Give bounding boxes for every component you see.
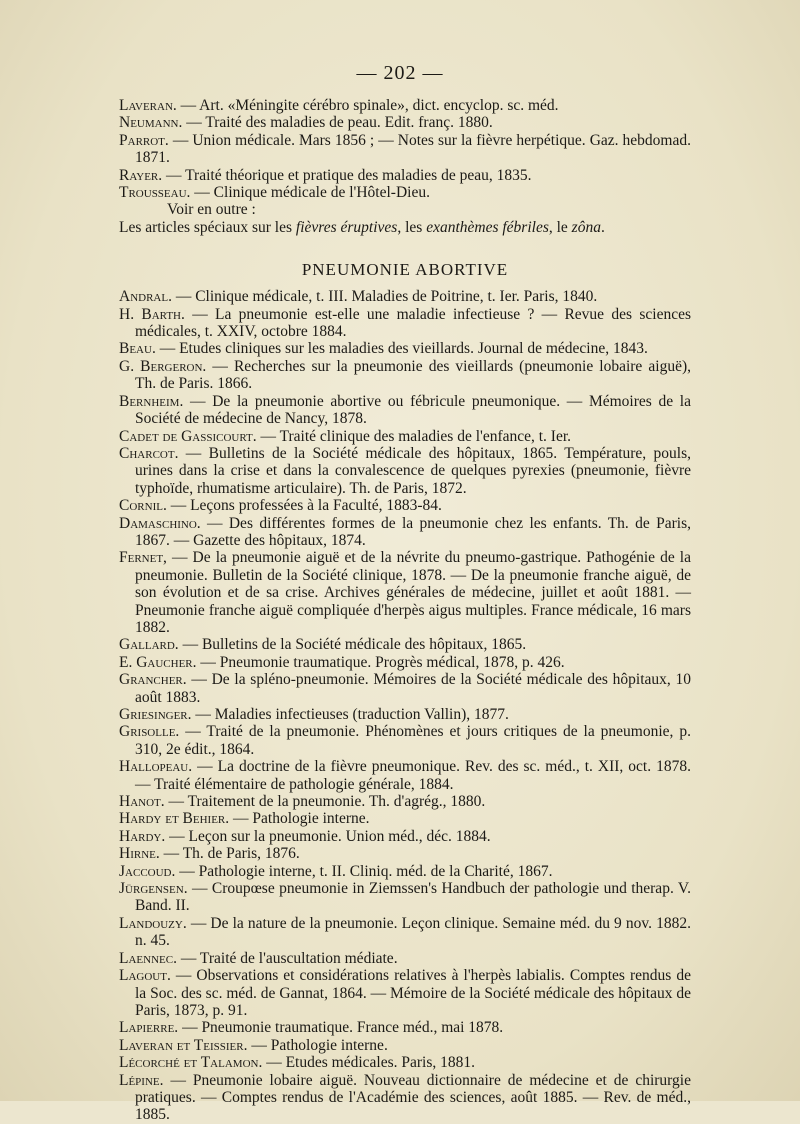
bibliography-entry [119,1037,691,1054]
entry-text: — Des différentes formes de la pneumonie chez les enfants. Th. de Paris, 1867. — Gazette des hôpitaux, 1874. [135,514,691,549]
entry-author: Lécorché et Talamon. [119,1054,263,1072]
articles-text: . [600,218,605,236]
bibliography-entry [119,793,691,810]
entry-text: — Recherches sur la pneumonie des vieillards (pneumonie lobaire aiguë), Th. de Paris. 1866. [135,357,691,393]
entry-text: — Maladies infectieuses (traduction Vallin), 1877. [191,706,509,723]
entry-author: Grancher. [119,671,187,689]
bibliography-entry [119,1054,691,1071]
page-number: — 202 — [356,62,444,84]
entry-author: G. Bergeron. [119,357,207,375]
bibliography-entry [119,863,691,880]
bibliography-entry [119,114,691,131]
articles-emphasis: zôna [571,218,601,236]
entry-text: — Traité de la pneumonie. Phénomènes et jours critiques de la pneumonie, p. 310, 2e édit., 1864. [135,723,691,758]
bibliography-entry [119,497,691,514]
entry-text: — Traité de l'auscultation médiate. [176,949,398,967]
bibliography-entry [119,132,691,167]
entry-text: — Union médicale. Mars 1856 ; — Notes sur la fièvre herpétique. Gaz. hebdomad. 1871. [135,131,691,167]
entry-author: Cadet de Gassicourt. [119,427,257,445]
entry-author: Trousseau. [119,184,191,202]
bibliography-entry [119,1019,691,1036]
entry-author: Hallopeau. [119,758,193,776]
entry-author: Rayer. [119,166,163,184]
bibliography-entry [119,306,691,341]
entry-author: Laveran. [119,97,177,114]
entry-author: Hanot. [119,793,165,811]
entry-text: — Traité des maladies de peau. Edit. franç. 1880. [182,114,493,132]
bibliography-entry [119,915,691,950]
bibliography-entry [119,950,691,967]
bibliography-entry [119,445,691,497]
entry-text: — Clinique médicale de l'Hôtel-Dieu. [190,184,430,202]
entry-text: — Croupœse pneumonie in Ziemssen's Handbuch der pathologie und therap. V. Band. II. [135,880,691,915]
bibliography-entry [119,428,691,445]
bibliography-entry [119,167,691,184]
entry-author: Andral. [119,288,172,306]
bibliography-entry [119,967,691,1019]
articles-emphasis: fièvres éruptives [295,218,398,236]
bibliography-entry [119,845,691,862]
bibliography-entry [119,880,691,915]
entry-author: Lépine. [119,1071,164,1089]
entry-author: Lapierre. [119,1019,179,1037]
entry-text: — La doctrine de la fièvre pneumonique. Rev. des sc. méd., t. XII, oct. 1878. — Traité élémentaire de pathologie générale, 1884. [135,758,691,793]
entry-author: Laennec. [119,949,177,967]
bibliography [119,97,691,1124]
entry-author: Griesinger. [119,706,192,723]
entry-text: — Pneumonie lobaire aiguë. Nouveau dictionnaire de médecine et de chirurgie pratiques. — Comptes rendus de l'Académie des sciences, août 1885. — Rev. de méd., 1885. [135,1071,691,1124]
entry-author: Charcot. [119,444,179,462]
entry-author: Bernheim. [119,392,184,410]
entry-list [119,288,691,1124]
bibliography-entry [119,828,691,845]
entry-author: Damaschino. [119,514,201,532]
entry-author: Jaccoud. [119,862,176,880]
entry-text: — Pathologie interne. [229,810,370,828]
entry-author: Hirne. [119,845,160,863]
entry-text: — Pneumonie traumatique. Progrès médical, 1878, p. 426. [196,653,565,671]
entry-author: Lagout. [119,967,171,985]
entry-text: — Bulletins de la Société médicale des hôpitaux, 1865. Température, pouls, urines dans la crise et dans la convalescence de quelques pyrexies (pneumonie, fièvre typhoïde, rhumatisme articulaire). Th. de Paris, 1872. [135,444,691,497]
bibliography-entry [119,515,691,550]
entry-text: — Pneumonie traumatique. France méd., mai 1878. [178,1019,504,1037]
entry-text: — La pneumonie est-elle une maladie infectieuse ? — Revue des sciences médicales, t. XXIV, octobre 1884. [135,305,691,341]
entry-author: Parrot. [119,131,169,149]
entry-author: Landouzy. [119,914,187,932]
bibliography-entry [119,549,691,636]
entry-text: — Etudes médicales. Paris, 1881. [262,1054,475,1072]
entry-author: Neumann. [119,114,183,132]
entry-text: — Leçons professées à la Faculté, 1883-84. [166,497,442,515]
entry-text: — Art. «Méningite cérébro spinale», dict. encyclop. sc. méd. [176,97,559,114]
entry-text: — Traitement de la pneumonie. Th. d'agrég., 1880. [164,793,486,811]
entry-author: Cornil. [119,497,167,515]
entry-author: Hardy. [119,827,166,845]
section-title: PNEUMONIE ABORTIVE [301,260,509,280]
bibliography-entry [119,393,691,428]
entry-author: Jürgensen. [119,880,188,898]
bibliography-entry [119,288,691,305]
entry-text: — Th. de Paris, 1876. [159,845,300,863]
voir-en-outre: Voir en outre : [167,201,256,219]
entry-author: Gallard. [119,636,179,654]
entry-text: — Clinique médicale, t. III. Maladies de Poitrine, t. Ier. Paris, 1840. [171,288,598,306]
bibliography-entry [119,340,691,357]
entry-author: Laveran et Teissier. [119,1036,248,1054]
bibliography-entry [119,723,691,758]
bibliography-entry [119,671,691,706]
entry-author: Hardy et Behier. [119,810,230,828]
articles-emphasis: exanthèmes fébriles [426,218,549,236]
top-entry-list [119,97,691,201]
bibliography-entry [119,1072,691,1124]
entry-author: E. Gaucher. [119,653,197,671]
articles-text: , le [548,218,572,236]
bibliography-entry [119,358,691,393]
articles-text: Les articles spéciaux sur les [119,218,296,236]
entry-author: H. Barth. [119,305,185,323]
entry-text: — De la pneumonie aiguë et de la névrite du pneumo-gastrique. Pathogénie de la pneumonie. Bulletin de la Société clinique, 1878. — De la pneumonie franche aiguë, de son évolution et de sa crise. Archives générales de médecine, juillet et août 1881. — Pneumonie franche aiguë compliquée d'herpès aigus multiples. France médicale, 16 mars 1882. [135,549,691,636]
entry-text: — Etudes cliniques sur les maladies des vieillards. Journal de médecine, 1843. [155,340,648,358]
bibliography-entry [119,97,691,114]
articles-note [119,219,691,236]
entry-text: — Traité clinique des maladies de l'enfance, t. Ier. [256,427,572,445]
entry-text: — Pathologie interne. [247,1036,388,1054]
bibliography-entry [119,654,691,671]
entry-text: — De la spléno-pneumonie. Mémoires de la Société médicale des hôpitaux, 10 août 1883. [135,671,691,706]
entry-text: — Traité théorique et pratique des maladies de peau, 1835. [162,166,532,184]
entry-text: — De la nature de la pneumonie. Leçon clinique. Semaine méd. du 9 nov. 1882. n. 45. [135,914,691,950]
bibliography-entry [119,184,691,201]
bibliography-entry [119,636,691,653]
entry-text: — Bulletins de la Société médicale des hôpitaux, 1865. [178,636,527,654]
bibliography-entry [119,810,691,827]
entry-text: — Observations et considérations relatives à l'herpès labialis. Comptes rendus de la Soc. des sc. méd. de Gannat, 1864. — Mémoire de la Société médicale des hôpitaux de Paris, 1873, p. 91. [135,967,691,1019]
entry-author: Beau. [119,340,156,358]
entry-text: — Leçon sur la pneumonie. Union méd., déc. 1884. [165,827,491,845]
entry-author: Grisolle. [119,723,180,741]
articles-text: , les [397,218,427,236]
entry-text: — De la pneumonie abortive ou fébricule pneumonique. — Mémoires de la Société de médecine de Nancy, 1878. [135,392,691,428]
entry-author: Fernet, [119,549,167,567]
bibliography-entry [119,706,691,723]
bibliography-entry [119,758,691,793]
entry-text: — Pathologie interne, t. II. Cliniq. méd. de la Charité, 1867. [175,862,553,880]
